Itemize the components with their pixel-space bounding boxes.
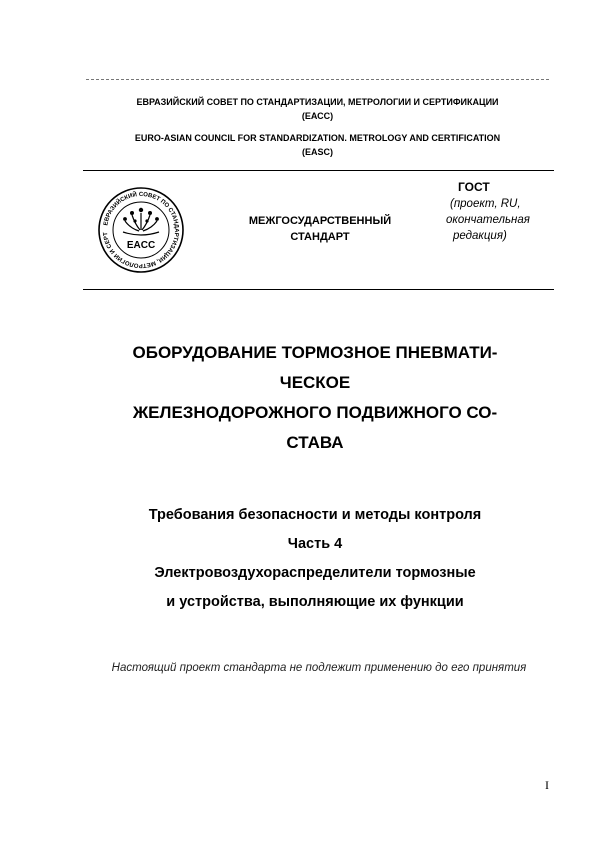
council-ru-name: ЕВРАЗИЙСКИЙ СОВЕТ ПО СТАНДАРТИЗАЦИИ, МЕТРОЛОГИИ И СЕРТИФИКАЦИИ [136,97,499,107]
gost-note-line3: редакция) [453,230,507,242]
gost-note-line1: (проект, RU, [450,198,521,210]
subtitle-line2: Часть 4 [287,536,343,552]
title-line1: ОБОРУДОВАНИЕ ТОРМОЗНОЕ ПНЕВМАТИ- [132,343,498,362]
draft-note: Настоящий проект стандарта не подлежит применению до его принятия [111,662,527,674]
gost-note-line2: окончательная [446,214,530,226]
title-line2: ЧЕСКОЕ [279,373,351,392]
subtitle-line3: Электровоздухораспределители тормозные [154,565,476,581]
gost-label: ГОСТ [458,180,490,194]
standard-type-line2: СТАНДАРТ [290,231,350,243]
subtitle-line4: и устройства, выполняющие их функции [166,594,464,610]
document-title [80,338,550,458]
council-en-name: EURO-ASIAN COUNCIL FOR STANDARDIZATION. METROLOGY AND CERTIFICATION [134,133,501,143]
standard-type [220,213,420,245]
document-subtitle [80,501,550,617]
header-rule-bottom [83,289,554,290]
subtitle-line1: Требования безопасности и методы контроля [148,507,482,523]
logo-label: EACC [126,240,156,251]
title-line3: ЖЕЛЕЗНОДОРОЖНОГО ПОДВИЖНОГО СО- [132,403,498,422]
top-dashed-line [86,79,549,80]
standard-type-line1: МЕЖГОСУДАРСТВЕННЫЙ [248,215,392,227]
council-en-abbr: (EASC) [302,147,333,157]
gost-note [440,196,530,244]
logo-arc-text: ЕВРАЗИЙСКИЙ СОВЕТ ПО СТАНДАРТИЗАЦИИ, МЕТРОЛОГИИ И СЕРТ [103,191,180,269]
header-rule-top [83,170,554,171]
page-number: I [545,778,549,792]
title-line4: СТАВА [286,433,344,452]
easc-emblem-icon [97,186,185,274]
council-ru [70,95,565,123]
council-ru-abbr: (ЕАСС) [301,111,334,121]
council-en [70,131,565,159]
